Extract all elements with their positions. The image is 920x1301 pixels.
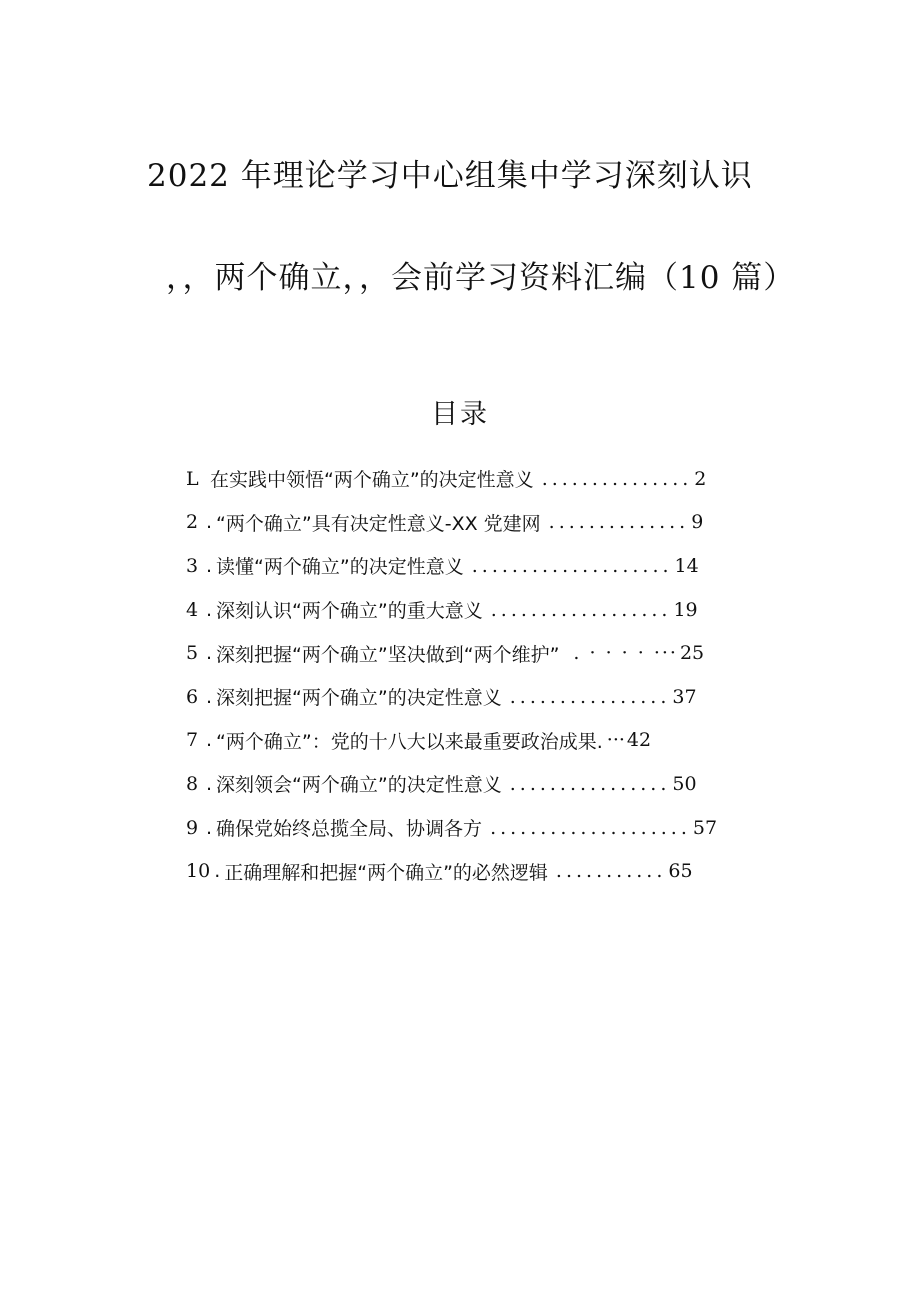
toc-item-title: 深刻把握“两个确立”坚决做到“两个维护”: [216, 643, 560, 666]
toc-item-page: 14: [674, 554, 699, 577]
toc-item-page: 2: [694, 467, 707, 490]
toc-item-9[interactable]: [186, 806, 786, 850]
toc-item-number: 2: [186, 511, 199, 534]
toc-item-separator: .: [206, 816, 213, 839]
toc-item-leader: ...........: [555, 860, 667, 883]
toc-item-leader: ................: [509, 685, 671, 708]
toc-item-title: 在实践中领悟“两个确立”的决定性意义: [210, 469, 534, 492]
toc-item-number: 4: [186, 598, 199, 621]
toc-item-7[interactable]: [186, 719, 786, 763]
toc-item-title: 确保党始终总揽全局、协调各方: [216, 818, 483, 841]
toc-item-title: “两个确立”：党的十八大以来最重要政治成果.: [216, 730, 603, 753]
toc-item-page: 65: [668, 860, 693, 883]
toc-item-1[interactable]: [186, 457, 786, 501]
toc-item-separator: .: [206, 642, 213, 665]
toc-item-leader: ....................: [471, 554, 673, 577]
toc-item-title: 正确理解和把握“两个确立”的必然逻辑: [224, 861, 548, 884]
toc-item-5[interactable]: [186, 631, 786, 675]
toc-heading: 目录: [431, 399, 489, 430]
toc-item-separator: .: [206, 511, 213, 534]
toc-item-page: 42: [626, 729, 652, 752]
toc-item-4[interactable]: [186, 588, 786, 632]
toc-item-6[interactable]: [186, 675, 786, 719]
toc-item-number: 6: [186, 685, 199, 708]
toc-item-title: “两个确立”具有决定性意义-XX 党建网: [216, 512, 541, 535]
toc-item-leader: ···: [606, 729, 625, 752]
toc-item-separator: .: [206, 554, 213, 577]
toc-item-number: L: [186, 467, 199, 490]
toc-item-number: 3: [186, 554, 199, 577]
toc-item-page: 57: [692, 816, 718, 839]
toc-item-number: 9: [186, 816, 199, 839]
toc-item-8[interactable]: [186, 762, 786, 806]
toc-item-leader: . · · · · ···: [573, 642, 678, 665]
toc-item-title: 深刻领会“两个确立”的决定性意义: [216, 774, 502, 797]
toc-item-number: 5: [186, 642, 199, 665]
toc-item-2[interactable]: [186, 501, 786, 545]
toc-item-leader: ................: [509, 772, 671, 795]
toc-item-page: 50: [672, 772, 697, 795]
toc-item-page: 37: [672, 685, 697, 708]
toc-item-separator: .: [206, 598, 213, 621]
toc-item-leader: ....................: [490, 816, 691, 839]
toc-item-leader: ..............: [548, 511, 690, 534]
toc-item-leader: ..................: [490, 598, 672, 621]
toc-item-number: 10: [186, 860, 211, 883]
toc-item-page: 9: [691, 511, 704, 534]
toc-item-page: 19: [673, 598, 698, 621]
toc-item-leader: ...............: [541, 467, 693, 490]
table-of-contents: [186, 457, 786, 893]
toc-item-title: 读懂“两个确立”的决定性意义: [216, 556, 464, 579]
toc-item-separator: .: [206, 685, 213, 708]
toc-item-separator: .: [206, 772, 213, 795]
toc-item-page: 25: [679, 642, 705, 665]
toc-item-10[interactable]: [186, 849, 786, 893]
document-title-line-2: ，，两个确立，，会前学习资料汇编（10 篇）: [166, 260, 796, 296]
toc-item-separator: .: [214, 860, 221, 883]
toc-item-number: 8: [186, 772, 199, 795]
document-title-line-1: 2022 年理论学习中心组集中学习深刻认识: [147, 158, 753, 194]
toc-item-separator: .: [206, 729, 213, 752]
toc-item-number: 7: [186, 729, 199, 752]
toc-item-3[interactable]: [186, 544, 786, 588]
toc-item-title: 深刻把握“两个确立”的决定性意义: [216, 687, 502, 710]
toc-item-title: 深刻认识“两个确立”的重大意义: [216, 600, 483, 623]
